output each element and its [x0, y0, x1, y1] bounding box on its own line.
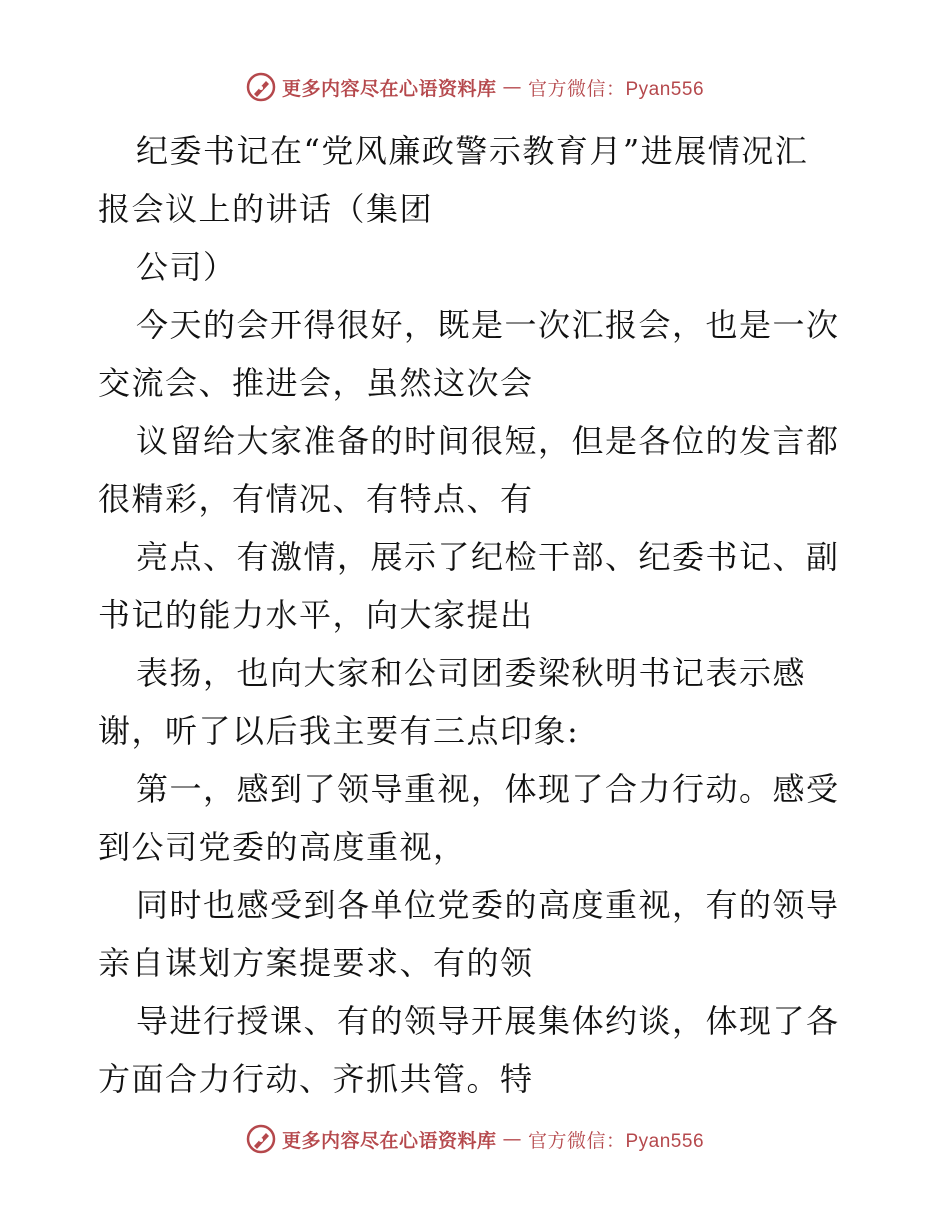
watermark-separator: —	[502, 1128, 522, 1150]
text-line: 书记的能力水平，向大家提出	[98, 596, 534, 634]
text-line: 同时也感受到各单位党委的高度重视，有的领导	[136, 886, 840, 924]
text-line: 第一，感到了领导重视，体现了合力行动。感受	[136, 770, 840, 808]
header-watermark	[0, 72, 950, 102]
text-line: 很精彩，有情况、有特点、有	[98, 480, 534, 518]
watermark-main-text: 更多内容尽在心语资料库	[281, 1129, 497, 1152]
watermark-suffix-text: 官方微信：Pyan556	[528, 1130, 705, 1152]
text-line: 今天的会开得很好，既是一次汇报会，也是一次	[136, 306, 840, 344]
text-line: 方面合力行动、齐抓共管。特	[98, 1060, 534, 1098]
text-line: 亮点、有激情，展示了纪检干部、纪委书记、副	[136, 538, 840, 576]
text-line: 到公司党委的高度重视，	[98, 828, 467, 866]
text-line: 报会议上的讲话（集团	[98, 190, 434, 228]
watermark-suffix-text: 官方微信：Pyan556	[528, 78, 705, 100]
text-line: 交流会、推进会，虽然这次会	[98, 364, 534, 402]
text-line: 纪委书记在“党风廉政警示教育月”进展情况汇	[136, 132, 809, 170]
text-line: 公司）	[136, 248, 237, 286]
text-line: 亲自谋划方案提要求、有的领	[98, 944, 534, 982]
text-line: 导进行授课、有的领导开展集体约谈，体现了各	[136, 1002, 840, 1040]
text-line: 议留给大家准备的时间很短，但是各位的发言都	[136, 422, 840, 460]
watermark-separator: —	[502, 76, 522, 98]
document-body	[98, 122, 858, 1108]
text-line: 谢，听了以后我主要有三点印象:	[98, 712, 580, 750]
watermark-main-text: 更多内容尽在心语资料库	[281, 77, 497, 100]
pen-nib-circle-icon	[246, 72, 276, 102]
text-line: 表扬，也向大家和公司团委梁秋明书记表示感	[136, 654, 807, 692]
pen-nib-circle-icon	[246, 1124, 276, 1154]
footer-watermark	[0, 1124, 950, 1154]
